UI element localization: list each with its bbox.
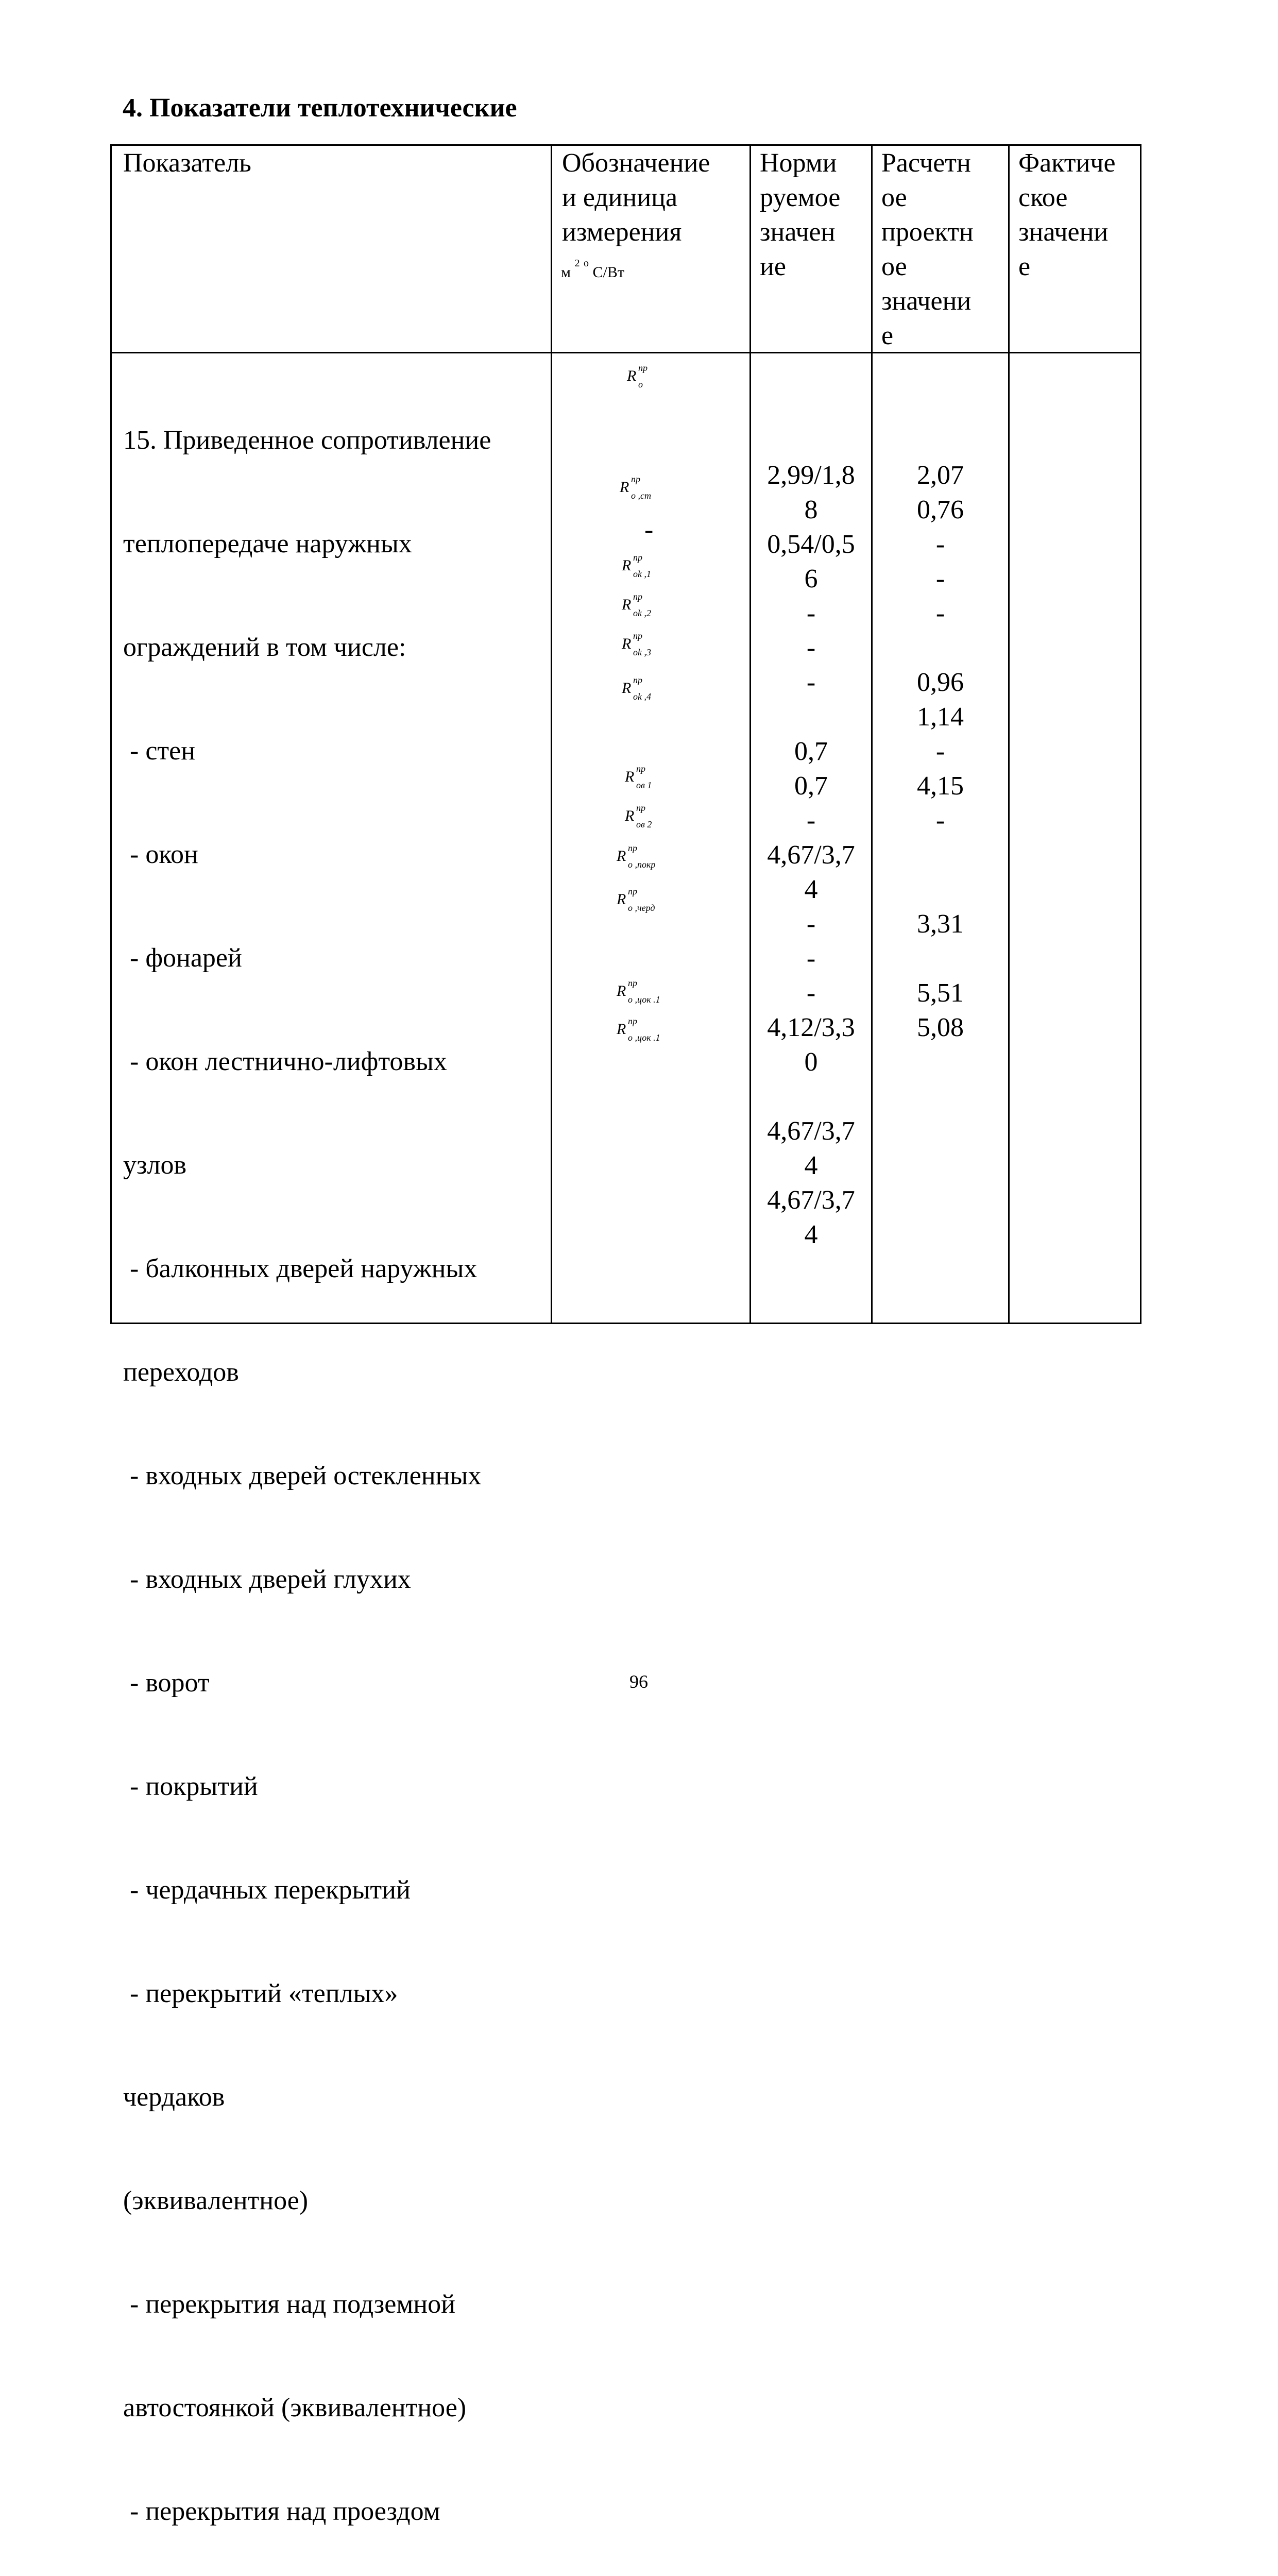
normative-value: 4	[804, 1151, 818, 1180]
normative-values	[751, 458, 871, 1252]
calculated-value: 0,96	[917, 668, 964, 697]
page-number: 96	[629, 1671, 648, 1692]
calculated-value: 0,76	[917, 495, 964, 524]
normative-value: 4,12/3,3	[767, 1013, 855, 1042]
indicator-line: - стен	[123, 736, 196, 766]
normative-value: -	[806, 806, 816, 835]
normative-value: 4	[804, 875, 818, 904]
normative-value: -	[806, 909, 816, 939]
header-units: м $^2$ $^о$ С/Вт	[561, 258, 624, 281]
indicator-line: (эквивалентное)	[123, 2186, 309, 2215]
calculated-value: -	[935, 806, 945, 835]
indicator-line: - входных дверей глухих	[123, 1565, 411, 1594]
calculated-values	[873, 458, 1008, 1045]
symbol-r-ok2: R пр ok ,2	[622, 591, 651, 618]
header-designation: Обозначение и единица измерения	[562, 148, 710, 247]
symbol-r-ok1: R пр ok ,1	[622, 552, 651, 579]
indicator-line: автостоянкой (эквивалентное)	[123, 2393, 467, 2422]
symbol-r-ok3: R пр ok ,3	[622, 631, 651, 657]
column-divider	[1008, 146, 1010, 1323]
normative-value: 2,99/1,8	[767, 461, 855, 490]
indicator-line: - окон лестнично-лифтовых	[123, 1047, 447, 1076]
section-heading: 4. Показатели теплотехнические	[123, 93, 517, 123]
symbol-r-tsok1-b: R пр о ,цок .1	[617, 1016, 660, 1043]
normative-value: 4,67/3,7	[767, 1116, 855, 1146]
normative-value: 4,67/3,7	[767, 840, 855, 870]
indicator-line: - балконных дверей наружных	[123, 1254, 478, 1283]
calculated-value: -	[935, 737, 945, 766]
calculated-value: 3,31	[917, 909, 964, 939]
indicator-line: ограждений в том числе:	[123, 633, 406, 662]
normative-value: -	[806, 668, 816, 697]
indicator-line: - перекрытия над подземной	[123, 2290, 455, 2319]
symbol-r-o: R пр о	[627, 363, 647, 389]
header-actual: Фактиче ское значени е	[1018, 148, 1116, 281]
indicator-line: - окон	[123, 840, 198, 869]
symbol-r-tsok1: R пр о ,цок .1	[617, 978, 660, 1005]
designation-dash: -	[644, 515, 654, 545]
symbol-r-ov2: R пр ов 2	[625, 803, 652, 829]
normative-value: -	[806, 978, 816, 1008]
symbol-r-ov1: R пр ов 1	[625, 764, 652, 790]
normative-value: 0,7	[794, 771, 828, 801]
indicator-line: переходов	[123, 1358, 239, 1387]
calculated-value: 2,07	[917, 461, 964, 490]
indicator-line: - перекрытия над проездом	[123, 2497, 440, 2526]
calculated-value: -	[935, 564, 945, 594]
indicator-line: узлов	[123, 1150, 187, 1180]
normative-value: 8	[804, 495, 818, 524]
normative-value: 6	[804, 564, 818, 594]
calculated-value: 5,08	[917, 1013, 964, 1042]
indicator-line: - фонарей	[123, 943, 242, 973]
header-normative: Норми руемое значен ие	[760, 148, 841, 281]
column-divider	[551, 146, 552, 1323]
normative-value: 4,67/3,7	[767, 1185, 855, 1215]
symbol-r-ok4: R пр ok ,4	[622, 675, 651, 702]
normative-value: 0,7	[794, 737, 828, 766]
header-calculated: Расчетн ое проектн ое значени е	[881, 148, 974, 350]
calculated-value: -	[935, 599, 945, 628]
normative-value: 0	[804, 1047, 818, 1077]
calculated-value: 5,51	[917, 978, 964, 1008]
indicator-line: теплопередаче наружных	[123, 529, 412, 558]
thermal-indicators-table	[110, 144, 1141, 2526]
calculated-value: 1,14	[917, 702, 964, 732]
header-indicator: Показатель	[123, 148, 251, 178]
calculated-value: 4,15	[917, 771, 964, 801]
indicator-line: 15. Приведенное сопротивление	[123, 426, 491, 455]
symbol-r-cherd: R пр о ,черд	[617, 886, 655, 913]
indicator-line: - перекрытий «теплых»	[123, 1979, 398, 2008]
indicator-list	[123, 354, 491, 2576]
indicator-line: - входных дверей остекленных	[123, 1461, 482, 1490]
calculated-value: -	[935, 530, 945, 559]
normative-value: 4	[804, 1220, 818, 1249]
normative-value: -	[806, 633, 816, 663]
indicator-line: - покрытий	[123, 1772, 258, 1801]
indicator-line: - ворот	[123, 1668, 210, 1698]
indicator-line: - чердачных перекрытий	[123, 1875, 411, 1905]
indicator-line: чердаков	[123, 2082, 225, 2112]
normative-value: -	[806, 944, 816, 973]
normative-value: 0,54/0,5	[767, 530, 855, 559]
symbol-r-pokr: R пр о ,покр	[617, 843, 656, 870]
symbol-r-walls: R пр о ,ст	[620, 474, 651, 501]
header-divider	[112, 352, 1140, 353]
normative-value: -	[806, 599, 816, 628]
